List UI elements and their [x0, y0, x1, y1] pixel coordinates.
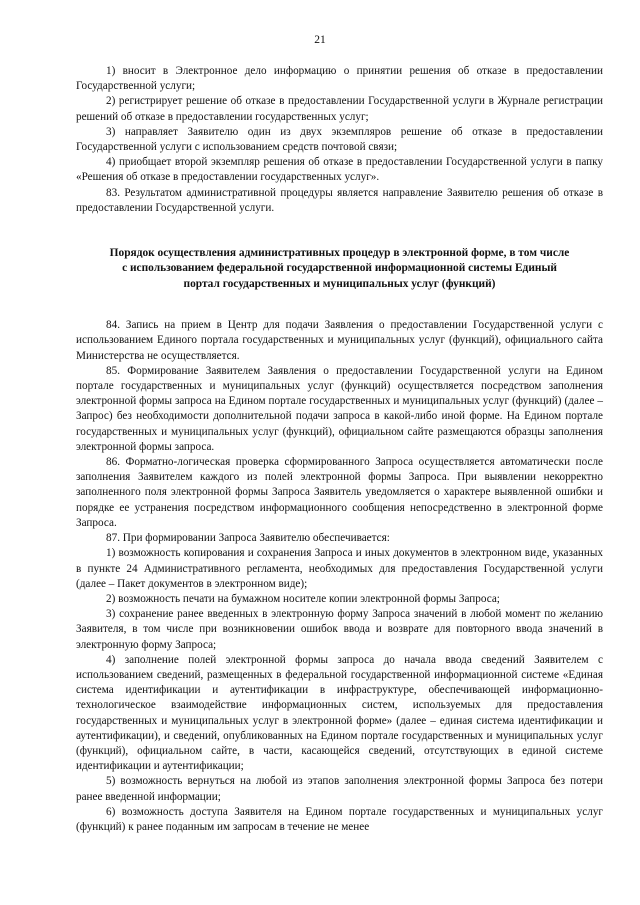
paragraph: 5) возможность вернуться на любой из этапов заполнения электронной формы Запроса без потери ранее введенной информации;	[76, 775, 603, 803]
paragraph: 86. Форматно-логическая проверка сформированного Запроса осуществляется автоматически после заполнения Заявителем каждого из полей электронной формы Запроса. При выявлении некорректно заполненного поля электронной формы Запроса Заявитель уведомляется о характере выявленной ошибки и порядке ее устранения посредством информационного сообщения непосредственно в электронной форме Запроса.	[76, 456, 603, 529]
paragraph: 3) направляет Заявителю один из двух экземпляров решение об отказе в предоставлении Государственной услуги с использованием средств почтовой связи;	[76, 125, 603, 154]
heading-line: портал государственных и муниципальных услуг (функций)	[183, 277, 496, 290]
paragraph: 1) возможность копирования и сохранения Запроса и иных документов в электронном виде, указанных в пункте 24 Административного регламента, необходимых для предоставления Государственной услуги (далее – Пакет документов в электронном виде);	[76, 547, 603, 590]
paragraph: 3) сохранение ранее введенных в электронную форму Запроса значений в любой момент по желанию Заявителя, в том числе при возникновении ошибок ввода и возврате для повторного ввода значений в электронную форму Запроса;	[76, 608, 603, 651]
document-body	[76, 64, 603, 835]
heading-line: с использованием федеральной государственной информационной системы Единый	[122, 262, 557, 275]
paragraph: 4) заполнение полей электронной формы запроса до начала ввода сведений Заявителем с использованием сведений, размещенных в федеральной государственной информационной системе «Единая система идентификации и аутентификации в инфраструктуре, обеспечивающей информационно-технологическое взаимодействие информационных систем, используемых для предоставления государственных и муниципальных услуг в электронной форме» (далее – единая система идентификации и аутентификации), и сведений, опубликованных на Едином портале государственных и муниципальных услуг (функций), официальном сайте, в части, касающейся сведений, отсутствующих в единой системе идентификации и аутентификации;	[76, 653, 603, 773]
paragraph: 1) вносит в Электронное дело информацию о принятии решения об отказе в предоставлении Государственной услуги;	[76, 65, 603, 93]
paragraph: 84. Запись на прием в Центр для подачи Заявления о предоставлении Государственной услуги с использованием Единого портала государственных и муниципальных услуг (функций), официального сайта Министерства не осуществляется.	[76, 319, 603, 362]
heading-line: Порядок осуществления административных процедур в электронной форме, в том числе	[109, 247, 570, 260]
paragraph: 6) возможность доступа Заявителя на Едином портале государственных и муниципальных услуг (функций) к ранее поданным им запросам в течение не менее	[76, 805, 603, 833]
paragraph: 85. Формирование Заявителем Заявления о предоставлении Государственной услуги на Едином портале государственных и муниципальных услуг (функций) осуществляется посредством заполнения электронной формы запроса на Едином портале государственных и муниципальных услуг (функций) (далее – Запрос) без необходимости дополнительной подачи запроса в какой-либо иной форме. На Едином портале государственных и муниципальных услуг (функций), официальном сайте размещаются образцы заполнения электронной формы запроса.	[76, 364, 603, 453]
paragraph: 83. Результатом административной процедуры является направление Заявителю решения об отказе в предоставлении Государственной услуги.	[76, 186, 603, 214]
paragraph: 87. При формировании Запроса Заявителю обеспечивается:	[106, 532, 390, 545]
paragraph: 2) возможность печати на бумажном носителе копии электронной формы Запроса;	[106, 592, 500, 605]
section-heading	[76, 246, 603, 292]
paragraph: 4) приобщает второй экземпляр решения об отказе в предоставлении Государственной услуги в папку «Решения об отказе в предоставлении государственных услуг».	[76, 156, 603, 184]
paragraph: 2) регистрирует решение об отказе в предоставлении Государственной услуги в Журнале регистрации решений об отказе в предоставлении государственных услуг;	[76, 95, 603, 123]
page-number: 21	[314, 34, 326, 46]
